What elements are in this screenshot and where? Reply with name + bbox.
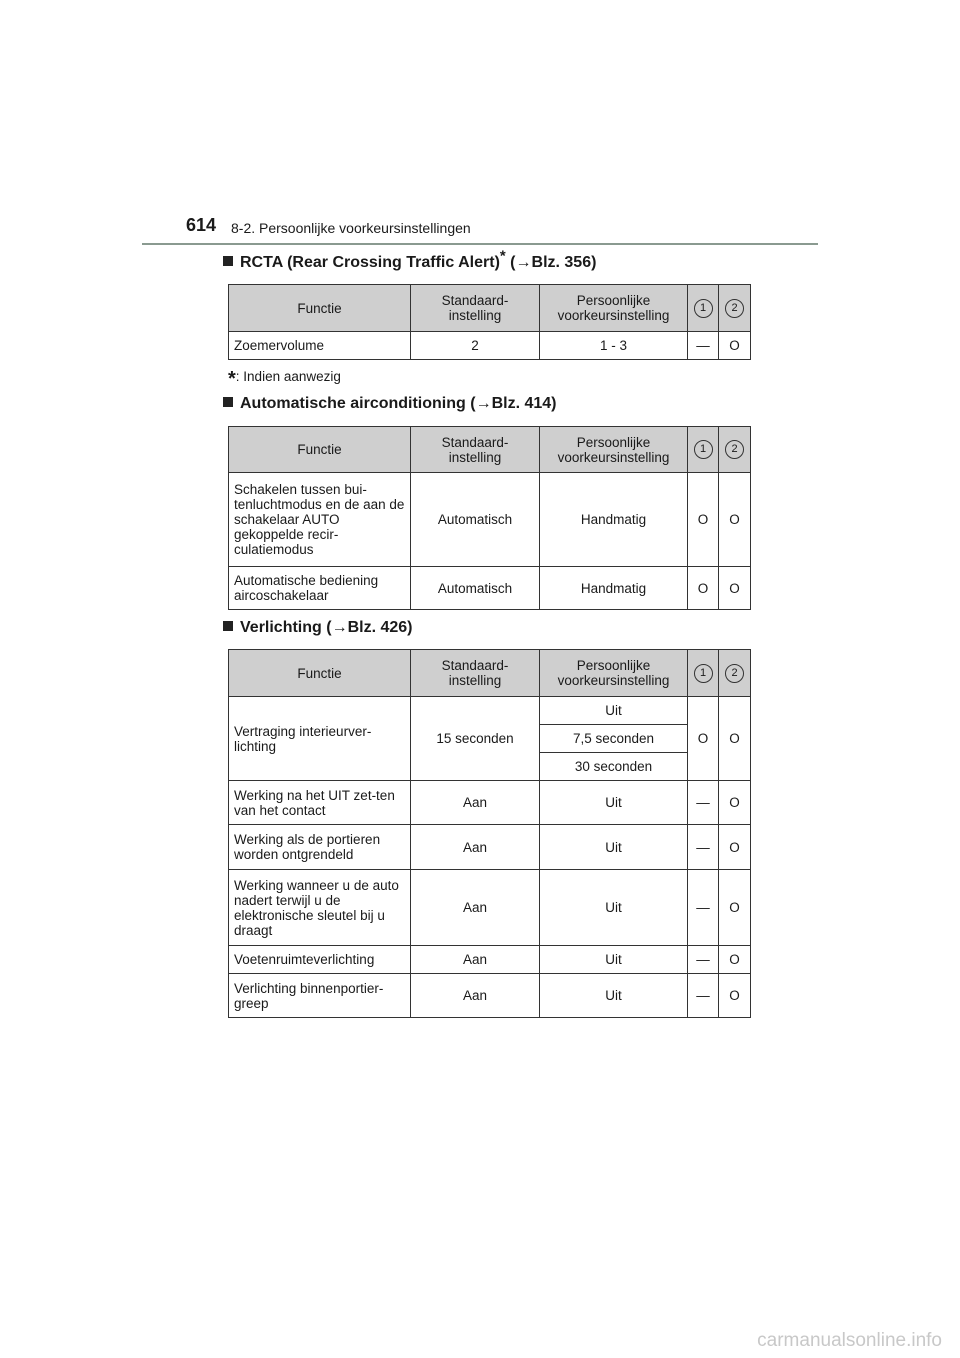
header-custom: Persoonlijke voorkeursinstelling bbox=[540, 427, 688, 473]
header-method-1 bbox=[688, 285, 719, 332]
arrow-icon: → bbox=[331, 619, 348, 636]
page-reference[interactable]: Blz. 414) bbox=[491, 395, 557, 412]
cell-default: Aan bbox=[411, 781, 540, 825]
cell-function: Automatische bediening aircoschakelaar bbox=[229, 567, 411, 610]
cell-method-1: — bbox=[688, 781, 719, 825]
cell-method-1: — bbox=[688, 825, 719, 870]
arrow-icon: → bbox=[475, 395, 492, 412]
cell-default: Aan bbox=[411, 825, 540, 870]
section-title-rcta: RCTA (Rear Crossing Traffic Alert)* (→Blz. 356) bbox=[223, 254, 596, 272]
cell-function: Vertraging interieurver-lichting bbox=[229, 697, 411, 781]
cell-default: Aan bbox=[411, 946, 540, 974]
cell-method-2: O bbox=[719, 946, 751, 974]
cell-custom: 7,5 seconden bbox=[540, 725, 688, 753]
cell-method-2: O bbox=[719, 870, 751, 946]
cell-default: Automatisch bbox=[411, 473, 540, 567]
watermark: carmanualsonline.info bbox=[757, 1330, 942, 1351]
header-function: Functie bbox=[229, 650, 411, 697]
cell-method-1: O bbox=[688, 473, 719, 567]
chapter-title: 8-2. Persoonlijke voorkeursinstellingen bbox=[231, 220, 471, 236]
cell-custom: 1 - 3 bbox=[540, 332, 688, 360]
page-number: 614 bbox=[186, 215, 217, 235]
cell-custom: Uit bbox=[540, 781, 688, 825]
header-method-2 bbox=[719, 427, 751, 473]
square-bullet-icon bbox=[223, 397, 233, 407]
arrow-icon: → bbox=[515, 254, 532, 271]
header-method-1 bbox=[688, 650, 719, 697]
header-method-2 bbox=[719, 650, 751, 697]
number-1-icon: 1 bbox=[694, 440, 713, 459]
header-default: Standaard-instelling bbox=[411, 285, 540, 332]
number-1-icon: 1 bbox=[694, 664, 713, 683]
header-default: Standaard-instelling bbox=[411, 427, 540, 473]
table-row bbox=[229, 825, 751, 870]
square-bullet-icon bbox=[223, 621, 233, 631]
table-header-row bbox=[229, 650, 751, 697]
cell-function: Voetenruimteverlichting bbox=[229, 946, 411, 974]
header-function: Functie bbox=[229, 427, 411, 473]
table-row bbox=[229, 567, 751, 610]
header-default: Standaard-instelling bbox=[411, 650, 540, 697]
cell-default: 15 seconden bbox=[411, 697, 540, 781]
cell-method-2: O bbox=[719, 332, 751, 360]
table-row bbox=[229, 697, 751, 725]
table-row bbox=[229, 870, 751, 946]
cell-function: Zoemervolume bbox=[229, 332, 411, 360]
cell-method-1: O bbox=[688, 567, 719, 610]
cell-default: Aan bbox=[411, 870, 540, 946]
page-reference[interactable]: Blz. 356) bbox=[531, 254, 597, 271]
cell-method-2: O bbox=[719, 825, 751, 870]
cell-method-1: O bbox=[688, 697, 719, 781]
cell-custom: Uit bbox=[540, 870, 688, 946]
table-row bbox=[229, 473, 751, 567]
header-custom: Persoonlijke voorkeursinstelling bbox=[540, 285, 688, 332]
header-custom: Persoonlijke voorkeursinstelling bbox=[540, 650, 688, 697]
rcta-table bbox=[228, 284, 751, 360]
cell-method-2: O bbox=[719, 567, 751, 610]
table-header-row bbox=[229, 285, 751, 332]
cell-method-2: O bbox=[719, 473, 751, 567]
cell-custom: 30 seconden bbox=[540, 753, 688, 781]
square-bullet-icon bbox=[223, 256, 233, 266]
cell-method-1: — bbox=[688, 974, 719, 1018]
table-header-row bbox=[229, 427, 751, 473]
header-method-2 bbox=[719, 285, 751, 332]
section-title-airco: Automatische airconditioning (→Blz. 414) bbox=[223, 395, 556, 413]
cell-method-1: — bbox=[688, 332, 719, 360]
cell-custom: Uit bbox=[540, 946, 688, 974]
number-2-icon: 2 bbox=[725, 664, 744, 683]
cell-method-1: — bbox=[688, 946, 719, 974]
cell-method-2: O bbox=[719, 697, 751, 781]
cell-custom: Uit bbox=[540, 825, 688, 870]
table-row bbox=[229, 781, 751, 825]
number-2-icon: 2 bbox=[725, 440, 744, 459]
cell-custom: Handmatig bbox=[540, 567, 688, 610]
header-method-1 bbox=[688, 427, 719, 473]
header-divider bbox=[142, 243, 818, 245]
page-reference[interactable]: Blz. 426) bbox=[347, 619, 413, 636]
cell-custom: Uit bbox=[540, 974, 688, 1018]
cell-default: Automatisch bbox=[411, 567, 540, 610]
number-1-icon: 1 bbox=[694, 299, 713, 318]
cell-method-2: O bbox=[719, 781, 751, 825]
lighting-table bbox=[228, 649, 751, 1018]
header-function: Functie bbox=[229, 285, 411, 332]
cell-default: Aan bbox=[411, 974, 540, 1018]
cell-function: Werking na het UIT zet-ten van het contact bbox=[229, 781, 411, 825]
cell-default: 2 bbox=[411, 332, 540, 360]
airco-table bbox=[228, 426, 751, 610]
cell-function: Werking als de portieren worden ontgrendeld bbox=[229, 825, 411, 870]
cell-function: Werking wanneer u de auto nadert terwijl u de elektronische sleutel bij u draagt bbox=[229, 870, 411, 946]
cell-function: Verlichting binnenportier-greep bbox=[229, 974, 411, 1018]
section-title-lighting: Verlichting (→Blz. 426) bbox=[223, 619, 413, 637]
footnote: *: Indien aanwezig bbox=[228, 368, 341, 390]
table-row bbox=[229, 946, 751, 974]
cell-custom: Handmatig bbox=[540, 473, 688, 567]
cell-method-1: — bbox=[688, 870, 719, 946]
cell-function: Schakelen tussen bui-tenluchtmodus en de aan de schakelaar AUTO gekoppelde recir-culatiemodus bbox=[229, 473, 411, 567]
cell-custom: Uit bbox=[540, 697, 688, 725]
table-row bbox=[229, 974, 751, 1018]
number-2-icon: 2 bbox=[725, 299, 744, 318]
table-row bbox=[229, 332, 751, 360]
cell-method-2: O bbox=[719, 974, 751, 1018]
